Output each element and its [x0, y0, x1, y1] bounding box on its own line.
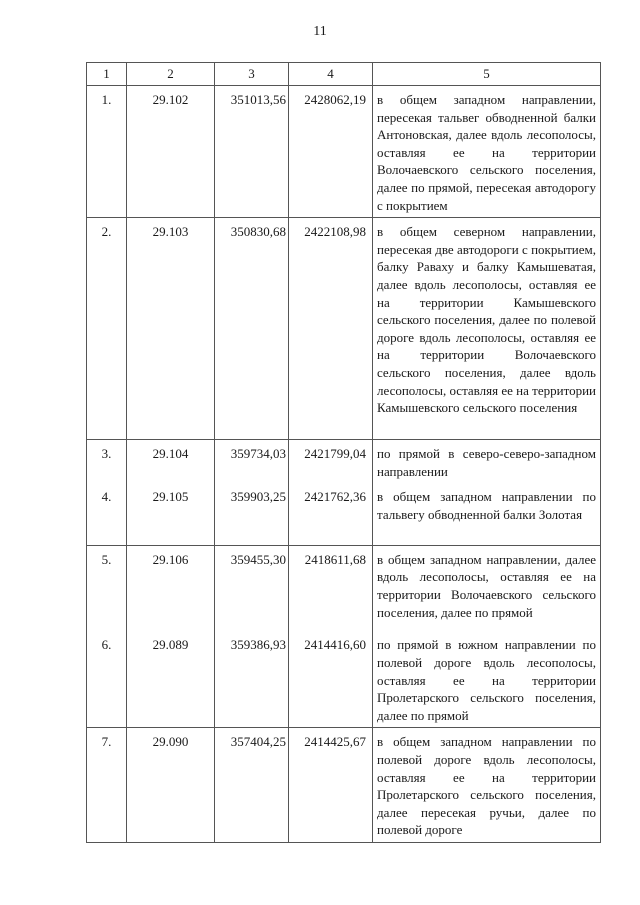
header-col-1: 1 [87, 63, 127, 86]
table-row [87, 483, 601, 545]
boundary-description: по прямой в южном направлении по полевой дороге вдоль лесополосы, оставляя ее на территории Пролетарского сельского поселения, далее по прямой [373, 631, 601, 727]
coord-x: 351013,56 [215, 86, 289, 218]
row-number: 7. [87, 728, 127, 843]
header-col-5: 5 [373, 63, 601, 86]
point-id: 29.102 [127, 86, 215, 218]
table-header-row [87, 63, 601, 86]
table-row [87, 545, 601, 631]
row-number: 6. [87, 631, 127, 727]
row-number: 4. [87, 483, 127, 545]
boundary-description: в общем западном направлении по тальвегу обводненной балки Золотая [373, 483, 601, 545]
coord-y: 2414416,60 [289, 631, 373, 727]
point-id: 29.105 [127, 483, 215, 545]
page-number: 11 [313, 24, 327, 39]
coord-y: 2421762,36 [289, 483, 373, 545]
boundary-description: в общем западном направлении, далее вдоль лесополосы, оставляя ее на территории Волочаевского сельского поселения, далее по прямой [373, 545, 601, 631]
coord-x: 357404,25 [215, 728, 289, 843]
coord-x: 359386,93 [215, 631, 289, 727]
header-col-2: 2 [127, 63, 215, 86]
table-row [87, 440, 601, 484]
row-number: 2. [87, 218, 127, 440]
header-col-3: 3 [215, 63, 289, 86]
point-id: 29.103 [127, 218, 215, 440]
coord-x: 359455,30 [215, 545, 289, 631]
coord-y: 2421799,04 [289, 440, 373, 484]
table-row [87, 728, 601, 843]
coord-y: 2422108,98 [289, 218, 373, 440]
row-number: 1. [87, 86, 127, 218]
point-id: 29.106 [127, 545, 215, 631]
boundary-description: в общем западном направлении, пересекая тальвег обводненной балки Антоновская, далее вдоль лесополосы, оставляя ее на территории Волочаевского сельского поселения, далее по прямой, пересекая автодорогу с покрытием [373, 86, 601, 218]
point-id: 29.090 [127, 728, 215, 843]
row-number: 3. [87, 440, 127, 484]
boundary-description: по прямой в северо-северо-западном направлении [373, 440, 601, 484]
point-id: 29.089 [127, 631, 215, 727]
boundary-coordinates-table [86, 62, 601, 843]
coord-x: 359734,03 [215, 440, 289, 484]
boundary-description: в общем западном направлении по полевой дороге вдоль лесополосы, оставляя ее на территории Пролетарского сельского поселения, далее пересекая ручьи, далее по полевой дороге [373, 728, 601, 843]
table-row [87, 218, 601, 440]
table-row [87, 631, 601, 727]
boundary-description: в общем северном направлении, пересекая две автодороги с покрытием, балку Раваху и балку Камышеватая, далее вдоль лесополосы, оставляя ее на территории Камышевского сельского поселения, далее по полевой дороге вдоль лесополосы, оставляя ее на территории Волочаевского сельского поселения, далее вдоль лесополосы, оставляя ее на территории Камышевского сельского поселения [373, 218, 601, 440]
table-row [87, 86, 601, 218]
coord-x: 350830,68 [215, 218, 289, 440]
row-number: 5. [87, 545, 127, 631]
point-id: 29.104 [127, 440, 215, 484]
coord-y: 2414425,67 [289, 728, 373, 843]
header-col-4: 4 [289, 63, 373, 86]
coord-y: 2418611,68 [289, 545, 373, 631]
coord-y: 2428062,19 [289, 86, 373, 218]
coord-x: 359903,25 [215, 483, 289, 545]
